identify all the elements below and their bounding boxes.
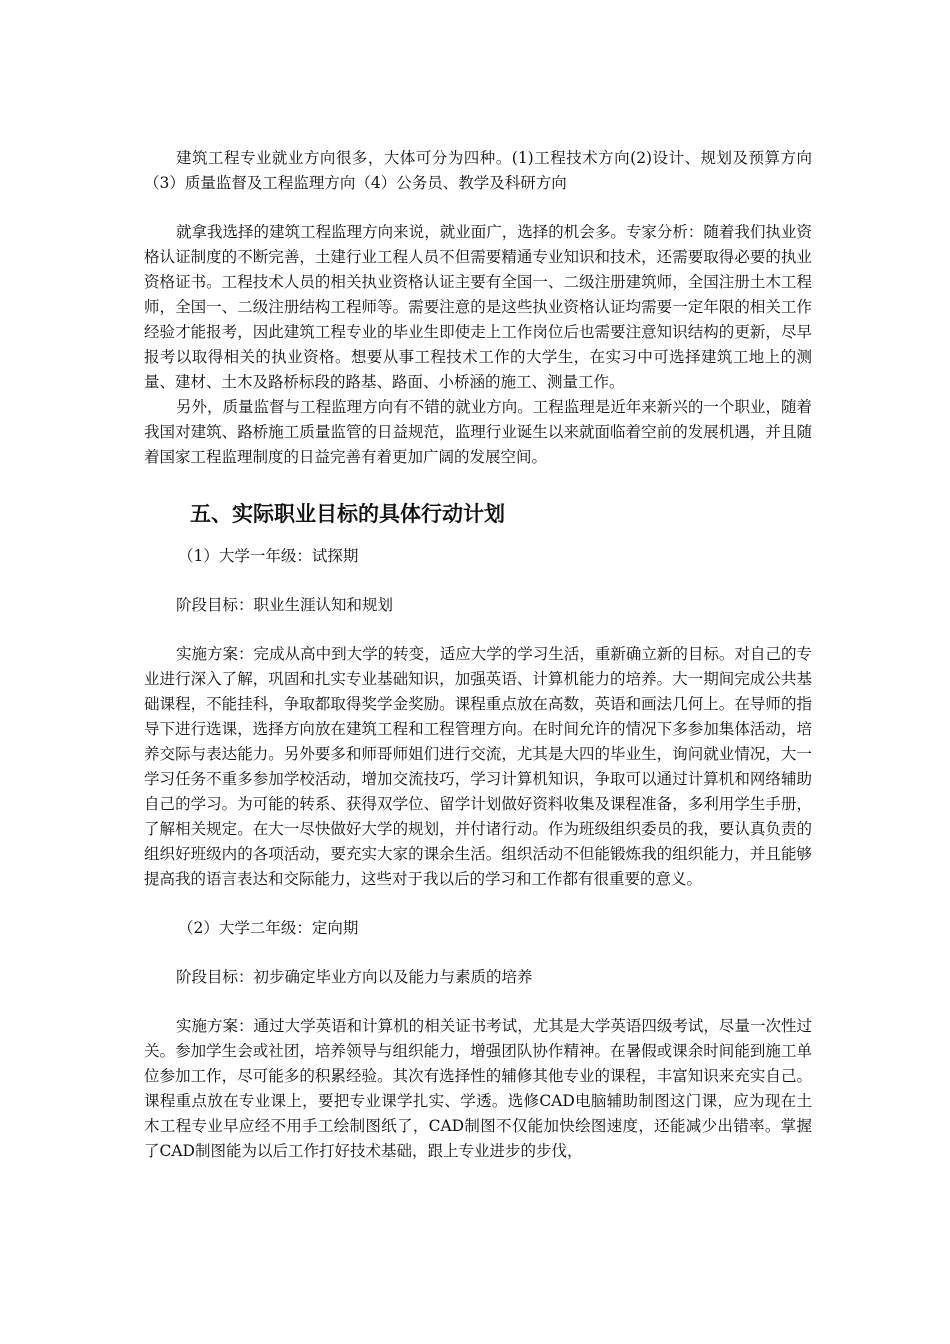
year2-goal: 阶段目标：初步确定毕业方向以及能力与素质的培养 <box>176 968 533 986</box>
year2-title: （2）大学二年级：定向期 <box>178 919 359 937</box>
section-heading: 五、实际职业目标的具体行动计划 <box>190 502 505 526</box>
year1-goal: 阶段目标：职业生涯认知和规划 <box>176 596 394 614</box>
year1-title: （1）大学一年级：试探期 <box>178 547 359 565</box>
year2-plan: 实施方案：通过大学英语和计算机的相关证书考试，尤其是大学英语四级考试，尽量一次性过关。参加学生会或社团，培养领导与组织能力，增强团队协作精神。在暑假或课余时间能到施工单位参加工作，尽可能多的积累经验。其次有选择性的辅修其他专业的课程，丰富知识来充实自己。课程重点放在专业课上，要把专业课学扎实、学透。选修CAD电脑辅助制图这门课，应为现在土木工程专业早应经不用手工绘制图纸了，CAD制图不仅能加快绘图速度，还能减少出错率。掌握了CAD制图能为以后工作打好技术基础，跟上专业进步的步伐， <box>144 1017 812 1160</box>
paragraph-quality-supervision: 另外，质量监督与工程监理方向有不错的就业方向。工程监理是近年来新兴的一个职业，随着我国对建筑、路桥施工质量监管的日益规范，监理行业诞生以来就面临着空前的发展机遇，并且随着国家工程监理制度的日益完善有着更加广阔的发展空间。 <box>144 398 812 466</box>
paragraph-employment-directions: 建筑工程专业就业方向很多，大体可分为四种。(1)工程技术方向(2)设计、规划及预算方向（3）质量监督及工程监理方向（4）公务员、教学及科研方向 <box>144 149 812 192</box>
document-body <box>144 146 812 1164</box>
paragraph-supervision-direction: 就拿我选择的建筑工程监理方向来说，就业面广，选择的机会多。专家分析：随着我们执业资格认证制度的不断完善，土建行业工程人员不但需要精通专业知识和技术，还需要取得必要的执业资格证书。工程技术人员的相关执业资格认证主要有全国一、二级注册建筑师，全国注册土木工程师，全国一、二级注册结构工程师等。需要注意的是这些执业资格认证均需要一定年限的相关工作经验才能报考，因此建筑工程专业的毕业生即使走上工作岗位后也需要注意知识结构的更新，尽早报考以取得相关的执业资格。想要从事工程技术工作的大学生，在实习中可选择建筑工地上的测量、建材、土木及路桥标段的路基、路面、小桥涵的施工、测量工作。 <box>144 223 812 391</box>
year1-plan: 实施方案：完成从高中到大学的转变，适应大学的学习生活，重新确立新的目标。对自己的专业进行深入了解，巩固和扎实专业基础知识，加强英语、计算机能力的培养。大一期间完成公共基础课程，不能挂科，争取都取得奖学金奖励。课程重点放在高数，英语和画法几何上。在导师的指导下进行选课，选择方向放在建筑工程和工程管理方向。在时间允许的情况下多参加集体活动，培养交际与表达能力。另外要多和师哥师姐们进行交流，尤其是大四的毕业生，询问就业情况，大一学习任务不重多参加学校活动，增加交流技巧，学习计算机知识，争取可以通过计算机和网络辅助自己的学习。为可能的转系、获得双学位、留学计划做好资料收集及课程准备，多利用学生手册，了解相关规定。在大一尽快做好大学的规划，并付诸行动。作为班级组织委员的我，要认真负责的组织好班级内的各项活动，要充实大家的课余生活。组织活动不但能锻炼我的组织能力，并且能够提高我的语言表达和交际能力，这些对于我以后的学习和工作都有很重要的意义。 <box>144 645 812 888</box>
